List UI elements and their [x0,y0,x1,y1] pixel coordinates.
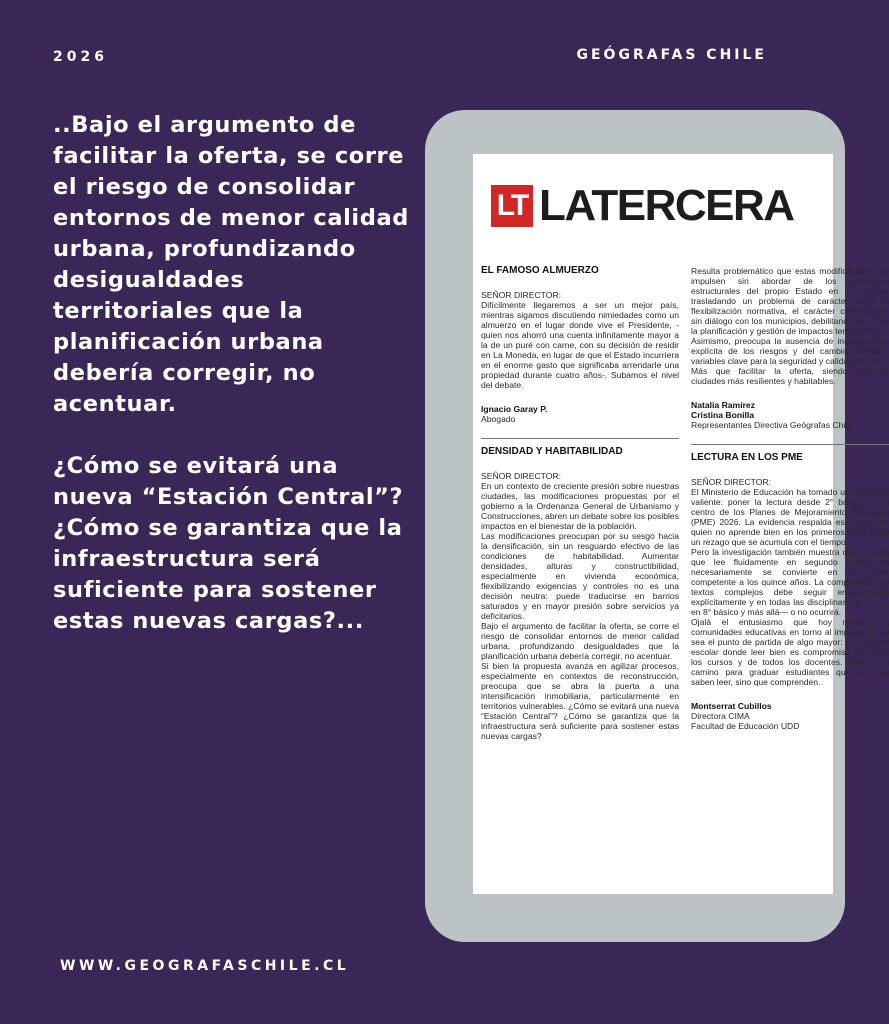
letter-signer: Cristina Bonilla [691,410,755,420]
newspaper-clipping [473,154,889,894]
newspaper-logo-badge: LT [491,185,533,227]
letter-paragraph: Bajo el argumento de facilitar la oferta, se corre el riesgo de consolidar entornos de menor calidad urbana, profundizando desigualdades que la planificación urbana debería corregir, no acentuar. [481,621,679,661]
brand-name: GEÓGRAFAS CHILE [576,47,767,63]
letter-signer: Montserrat Cubillos [691,701,772,711]
newspaper-masthead [491,181,794,230]
quote-block [53,110,413,637]
clipping-right-column [691,266,889,731]
year-label: 2026 [53,49,108,65]
letter-title: DENSIDAD Y HABITABILIDAD [481,446,623,457]
letter-paragraph: Pero la investigación también muestra que un niño que lee fluidamente en segundo básico no necesariamente se convierte en un lector competente a los quince años. La comprensión de textos complejos debe seguir enseñándose explícitamente y en todas las disciplinas: en 4°, 6°, en 8° básico y más allá— o no ocurrirá. [691,547,889,617]
divider [691,444,889,445]
quote-paragraph-2: ¿Cómo se evitará una nueva “Estación Central”? ¿Cómo se garantiza que la infraestructura será suficiente para sostener estas nuevas cargas?... [53,453,404,634]
letter-salutation: SEÑOR DIRECTOR: [691,477,772,487]
letter-paragraph: El Ministerio de Educación ha tomado una decisión valiente: poner la lectura desde 2° básico en el centro de los Planes de Mejoramiento Educativo (PME) 2026. La evidencia respalda esta apuesta: quien no aprende bien en los primeros años tiene un rezago que se acumula con el tiempo. [691,487,889,547]
letter-paragraph: Las modificaciones preocupan por su sesgo hacia la densificación, sin un resguardo efectivo de las condiciones de habitabilidad. Aumentar densidades, alturas y constructibilidad, especialmente en vivienda económica, flexibilizando exigencias y controles no es una decisión neutra: puede traducirse en barrios saturados y en mayor presión sobre servicios ya deficitarios. [481,531,679,621]
website-url[interactable]: WWW.GEOGRAFASCHILE.CL [60,958,350,974]
letter-paragraph: Ojalá el entusiasmo que hoy moviliza a comunidades educativas en torno al impulso inicial sea el punto de partida de algo mayor: una cultura escolar donde leer bien es compromiso de todos los cursos y de todos los docentes. Ese es el camino para graduar estudiantes que no solo saben leer, sino que comprenden. [691,617,889,687]
letter-paragraph: Si bien la propuesta avanza en agilizar procesos, especialmente en contextos de reconstrucción, preocupa que se abra la puerta a una intensificación inmobiliaria, particularmente en territorios vulnerables. ¿Cómo se evitará una nueva “Estación Central”? ¿Cómo se garantiza que la infraestructura será suficiente para sostener estas nuevas cargas? [481,661,679,741]
letter-signer-role: Abogado [481,414,516,424]
letter-paragraph: Asimismo, preocupa la ausencia de incorporación explícita de los riesgos y del cambio climático, variables clave para la seguridad y calidad de vida. [691,336,889,366]
letter-salutation: SEÑOR DIRECTOR: [481,471,562,481]
divider [481,438,679,439]
newspaper-logo-word: LATERCERA [539,181,794,230]
clipping-frame [425,110,889,942]
letter-signer-affiliation: Facultad de Educación UDD [691,721,800,731]
letter-paragraph: En un contexto de creciente presión sobre nuestras ciudades, las modificaciones propuestas por el gobierno a la Ordenanza General de Urbanismo y Construcciones, abren un debate sobre los posibles impactos en el bienestar de la población. [481,481,679,531]
letter-signer: Ignacio Garay P. [481,404,548,414]
letter-paragraph: Más que facilitar la oferta, siendo construir ciudades más resilientes y habitables. [691,366,889,386]
letter-salutation: SEÑOR DIRECTOR: [481,290,562,300]
letter-title: EL FAMOSO ALMUERZO [481,265,599,276]
quote-paragraph-1: ..Bajo el argumento de facilitar la oferta, se corre el riesgo de consolidar entornos de menor calidad urbana, profundizando desigualdades territoriales que la planificación urbana debería corregir, no acentuar. [53,112,409,417]
letter-signer-role: Directora CIMA [691,711,750,721]
letter-paragraph: Resulta problemático que estas modificaciones se impulsen sin abordar de los problemas estructurales del propio Estado en la materia, trasladando un problema de carácter hacia la flexibilización normativa, el carácter centralizado, sin diálogo con los municipios, debilitando su rol en la planificación y gestión de impactos territoriales. [691,266,889,336]
clipping-left-column [481,266,679,741]
letter-body: Difícilmente llegaremos a ser un mejor país, mientras sigamos discutiendo nimiedades como un almuerzo en el lugar donde vive el Presidente, -quien nos ahorró una cuenta infinitamente mayor a la de un puré con carne, con su decisión de residir en La Moneda, en lugar de que el Estado incurriera en el enorme gasto que significaba arrendarle una propiedad durante cuatro años-. Subamos el nivel del debate. [481,300,679,390]
letter-title: LECTURA EN LOS PME [691,452,803,463]
letter-signer: Natalia Ramírez [691,400,756,410]
letter-signer-role: Representantes Directiva Geógrafas Chile [691,420,852,430]
